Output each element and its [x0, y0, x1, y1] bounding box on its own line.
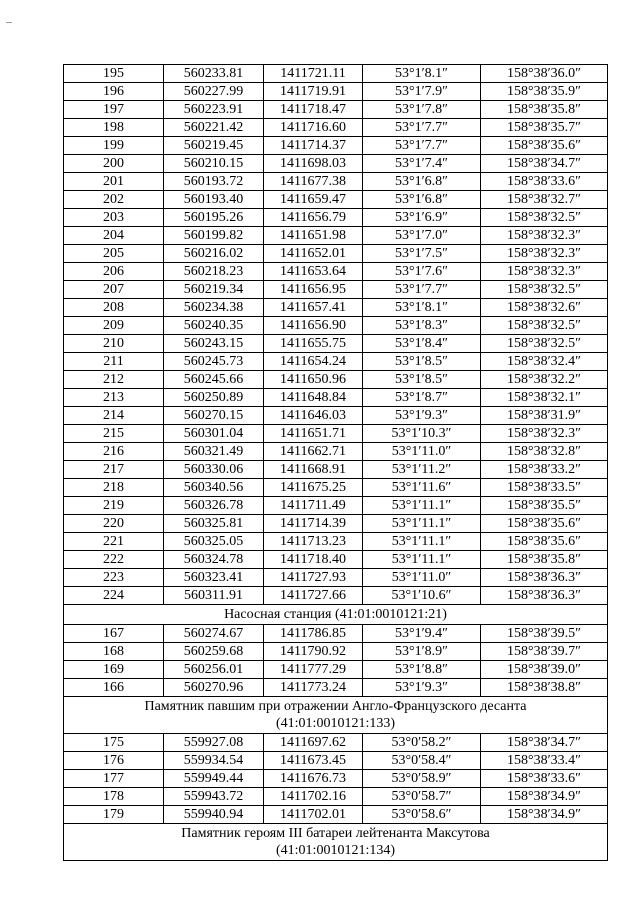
latitude-cell: 53°0′58.7″	[363, 788, 481, 806]
x-coordinate-cell: 560270.15	[164, 407, 264, 425]
point-number-cell: 199	[64, 137, 164, 155]
table-row	[64, 770, 608, 788]
table-row	[64, 317, 608, 335]
y-coordinate-cell: 1411659.47	[264, 191, 363, 209]
longitude-cell: 158°38′35.8″	[481, 101, 608, 119]
point-number-cell: 220	[64, 515, 164, 533]
longitude-cell: 158°38′34.7″	[481, 734, 608, 752]
longitude-cell: 158°38′34.9″	[481, 806, 608, 824]
longitude-cell: 158°38′32.4″	[481, 353, 608, 371]
table-row	[64, 407, 608, 425]
x-coordinate-cell: 560193.40	[164, 191, 264, 209]
table-row	[64, 389, 608, 407]
section-header	[64, 824, 608, 861]
x-coordinate-cell: 559934.54	[164, 752, 264, 770]
x-coordinate-cell: 560330.06	[164, 461, 264, 479]
y-coordinate-cell: 1411702.01	[264, 806, 363, 824]
y-coordinate-cell: 1411675.25	[264, 479, 363, 497]
point-number-cell: 209	[64, 317, 164, 335]
x-coordinate-cell: 560326.78	[164, 497, 264, 515]
y-coordinate-cell: 1411650.96	[264, 371, 363, 389]
x-coordinate-cell: 560233.81	[164, 65, 264, 83]
latitude-cell: 53°1′7.5″	[363, 245, 481, 263]
longitude-cell: 158°38′39.0″	[481, 661, 608, 679]
y-coordinate-cell: 1411676.73	[264, 770, 363, 788]
latitude-cell: 53°1′6.9″	[363, 209, 481, 227]
longitude-cell: 158°38′33.4″	[481, 752, 608, 770]
point-number-cell: 198	[64, 119, 164, 137]
x-coordinate-cell: 560325.05	[164, 533, 264, 551]
y-coordinate-cell: 1411657.41	[264, 299, 363, 317]
x-coordinate-cell: 560219.45	[164, 137, 264, 155]
y-coordinate-cell: 1411718.47	[264, 101, 363, 119]
latitude-cell: 53°1′7.4″	[363, 155, 481, 173]
longitude-cell: 158°38′33.6″	[481, 770, 608, 788]
x-coordinate-cell: 560243.15	[164, 335, 264, 353]
point-number-cell: 219	[64, 497, 164, 515]
point-number-cell: 205	[64, 245, 164, 263]
latitude-cell: 53°1′9.3″	[363, 407, 481, 425]
x-coordinate-cell: 559940.94	[164, 806, 264, 824]
latitude-cell: 53°1′8.8″	[363, 661, 481, 679]
point-number-cell: 200	[64, 155, 164, 173]
table-row	[64, 335, 608, 353]
latitude-cell: 53°1′8.5″	[363, 353, 481, 371]
y-coordinate-cell: 1411790.92	[264, 643, 363, 661]
latitude-cell: 53°1′11.1″	[363, 533, 481, 551]
x-coordinate-cell: 560240.35	[164, 317, 264, 335]
section-header-line: (41:01:0010121:134)	[276, 843, 395, 858]
latitude-cell: 53°1′11.1″	[363, 515, 481, 533]
latitude-cell: 53°1′10.3″	[363, 425, 481, 443]
longitude-cell: 158°38′32.5″	[481, 317, 608, 335]
section-header-line: (41:01:0010121:133)	[276, 716, 395, 731]
point-number-cell: 223	[64, 569, 164, 587]
section-header	[64, 605, 608, 625]
longitude-cell: 158°38′33.6″	[481, 173, 608, 191]
longitude-cell: 158°38′32.3″	[481, 245, 608, 263]
y-coordinate-cell: 1411662.71	[264, 443, 363, 461]
x-coordinate-cell: 560210.15	[164, 155, 264, 173]
longitude-cell: 158°38′35.6″	[481, 515, 608, 533]
latitude-cell: 53°1′11.1″	[363, 497, 481, 515]
table-row	[64, 101, 608, 119]
x-coordinate-cell: 560270.96	[164, 679, 264, 697]
section-header-row	[64, 605, 608, 625]
x-coordinate-cell: 560218.23	[164, 263, 264, 281]
point-number-cell: 218	[64, 479, 164, 497]
y-coordinate-cell: 1411648.84	[264, 389, 363, 407]
point-number-cell: 202	[64, 191, 164, 209]
point-number-cell: 215	[64, 425, 164, 443]
section-header-line: Насосная станция (41:01:0010121:21)	[224, 607, 447, 622]
y-coordinate-cell: 1411652.01	[264, 245, 363, 263]
table-row	[64, 625, 608, 643]
latitude-cell: 53°1′8.1″	[363, 299, 481, 317]
point-number-cell: 197	[64, 101, 164, 119]
latitude-cell: 53°1′11.6″	[363, 479, 481, 497]
y-coordinate-cell: 1411773.24	[264, 679, 363, 697]
point-number-cell: 222	[64, 551, 164, 569]
longitude-cell: 158°38′32.6″	[481, 299, 608, 317]
latitude-cell: 53°1′7.7″	[363, 281, 481, 299]
longitude-cell: 158°38′35.6″	[481, 137, 608, 155]
latitude-cell: 53°1′11.0″	[363, 443, 481, 461]
y-coordinate-cell: 1411656.79	[264, 209, 363, 227]
y-coordinate-cell: 1411698.03	[264, 155, 363, 173]
table-row	[64, 443, 608, 461]
longitude-cell: 158°38′32.2″	[481, 371, 608, 389]
y-coordinate-cell: 1411656.95	[264, 281, 363, 299]
x-coordinate-cell: 560259.68	[164, 643, 264, 661]
table-row	[64, 371, 608, 389]
point-number-cell: 196	[64, 83, 164, 101]
point-number-cell: 178	[64, 788, 164, 806]
longitude-cell: 158°38′33.2″	[481, 461, 608, 479]
latitude-cell: 53°1′8.5″	[363, 371, 481, 389]
longitude-cell: 158°38′35.6″	[481, 533, 608, 551]
y-coordinate-cell: 1411651.98	[264, 227, 363, 245]
y-coordinate-cell: 1411651.71	[264, 425, 363, 443]
y-coordinate-cell: 1411718.40	[264, 551, 363, 569]
y-coordinate-cell: 1411721.11	[264, 65, 363, 83]
coordinates-table-body	[64, 65, 608, 861]
x-coordinate-cell: 560195.26	[164, 209, 264, 227]
table-row	[64, 83, 608, 101]
y-coordinate-cell: 1411719.91	[264, 83, 363, 101]
table-row	[64, 551, 608, 569]
x-coordinate-cell: 560324.78	[164, 551, 264, 569]
longitude-cell: 158°38′35.8″	[481, 551, 608, 569]
point-number-cell: 213	[64, 389, 164, 407]
y-coordinate-cell: 1411656.90	[264, 317, 363, 335]
longitude-cell: 158°38′32.5″	[481, 335, 608, 353]
table-row	[64, 497, 608, 515]
table-row	[64, 209, 608, 227]
latitude-cell: 53°1′11.2″	[363, 461, 481, 479]
latitude-cell: 53°1′7.9″	[363, 83, 481, 101]
latitude-cell: 53°1′8.9″	[363, 643, 481, 661]
latitude-cell: 53°0′58.6″	[363, 806, 481, 824]
longitude-cell: 158°38′34.7″	[481, 155, 608, 173]
longitude-cell: 158°38′32.5″	[481, 209, 608, 227]
latitude-cell: 53°1′7.6″	[363, 263, 481, 281]
y-coordinate-cell: 1411646.03	[264, 407, 363, 425]
x-coordinate-cell: 560340.56	[164, 479, 264, 497]
longitude-cell: 158°38′32.3″	[481, 263, 608, 281]
point-number-cell: 169	[64, 661, 164, 679]
x-coordinate-cell: 560245.73	[164, 353, 264, 371]
table-row	[64, 643, 608, 661]
x-coordinate-cell: 560311.91	[164, 587, 264, 605]
latitude-cell: 53°1′7.8″	[363, 101, 481, 119]
y-coordinate-cell: 1411655.75	[264, 335, 363, 353]
longitude-cell: 158°38′36.3″	[481, 569, 608, 587]
x-coordinate-cell: 560223.91	[164, 101, 264, 119]
y-coordinate-cell: 1411716.60	[264, 119, 363, 137]
y-coordinate-cell: 1411711.49	[264, 497, 363, 515]
latitude-cell: 53°1′7.7″	[363, 119, 481, 137]
point-number-cell: 176	[64, 752, 164, 770]
table-row	[64, 227, 608, 245]
section-header	[64, 697, 608, 734]
y-coordinate-cell: 1411668.91	[264, 461, 363, 479]
point-number-cell: 204	[64, 227, 164, 245]
latitude-cell: 53°1′6.8″	[363, 173, 481, 191]
longitude-cell: 158°38′38.8″	[481, 679, 608, 697]
table-row	[64, 119, 608, 137]
longitude-cell: 158°38′32.5″	[481, 281, 608, 299]
table-row	[64, 191, 608, 209]
latitude-cell: 53°1′8.3″	[363, 317, 481, 335]
table-row	[64, 461, 608, 479]
latitude-cell: 53°1′8.4″	[363, 335, 481, 353]
x-coordinate-cell: 560325.81	[164, 515, 264, 533]
table-row	[64, 679, 608, 697]
longitude-cell: 158°38′32.3″	[481, 425, 608, 443]
latitude-cell: 53°1′11.0″	[363, 569, 481, 587]
point-number-cell: 195	[64, 65, 164, 83]
latitude-cell: 53°1′8.1″	[363, 65, 481, 83]
x-coordinate-cell: 560245.66	[164, 371, 264, 389]
y-coordinate-cell: 1411653.64	[264, 263, 363, 281]
point-number-cell: 216	[64, 443, 164, 461]
table-row	[64, 734, 608, 752]
latitude-cell: 53°1′9.4″	[363, 625, 481, 643]
point-number-cell: 211	[64, 353, 164, 371]
table-row	[64, 533, 608, 551]
table-row	[64, 661, 608, 679]
x-coordinate-cell: 559949.44	[164, 770, 264, 788]
scan-mark	[6, 22, 12, 23]
y-coordinate-cell: 1411777.29	[264, 661, 363, 679]
latitude-cell: 53°1′8.7″	[363, 389, 481, 407]
latitude-cell: 53°1′9.3″	[363, 679, 481, 697]
longitude-cell: 158°38′39.7″	[481, 643, 608, 661]
point-number-cell: 210	[64, 335, 164, 353]
x-coordinate-cell: 560216.02	[164, 245, 264, 263]
section-header-row	[64, 824, 608, 861]
table-row	[64, 173, 608, 191]
y-coordinate-cell: 1411727.93	[264, 569, 363, 587]
point-number-cell: 214	[64, 407, 164, 425]
longitude-cell: 158°38′39.5″	[481, 625, 608, 643]
table-row	[64, 515, 608, 533]
x-coordinate-cell: 560227.99	[164, 83, 264, 101]
table-row	[64, 587, 608, 605]
table-row	[64, 263, 608, 281]
point-number-cell: 179	[64, 806, 164, 824]
point-number-cell: 221	[64, 533, 164, 551]
point-number-cell: 208	[64, 299, 164, 317]
y-coordinate-cell: 1411673.45	[264, 752, 363, 770]
point-number-cell: 206	[64, 263, 164, 281]
x-coordinate-cell: 560274.67	[164, 625, 264, 643]
longitude-cell: 158°38′31.9″	[481, 407, 608, 425]
x-coordinate-cell: 560321.49	[164, 443, 264, 461]
longitude-cell: 158°38′34.9″	[481, 788, 608, 806]
table-row	[64, 752, 608, 770]
point-number-cell: 167	[64, 625, 164, 643]
point-number-cell: 177	[64, 770, 164, 788]
x-coordinate-cell: 559927.08	[164, 734, 264, 752]
table-row	[64, 479, 608, 497]
longitude-cell: 158°38′35.9″	[481, 83, 608, 101]
x-coordinate-cell: 560301.04	[164, 425, 264, 443]
latitude-cell: 53°1′11.1″	[363, 551, 481, 569]
x-coordinate-cell: 560250.89	[164, 389, 264, 407]
table-row	[64, 137, 608, 155]
table-row	[64, 155, 608, 173]
table-row	[64, 65, 608, 83]
point-number-cell: 212	[64, 371, 164, 389]
y-coordinate-cell: 1411713.23	[264, 533, 363, 551]
table-row	[64, 299, 608, 317]
longitude-cell: 158°38′35.7″	[481, 119, 608, 137]
x-coordinate-cell: 560256.01	[164, 661, 264, 679]
table-row	[64, 569, 608, 587]
longitude-cell: 158°38′32.8″	[481, 443, 608, 461]
longitude-cell: 158°38′36.0″	[481, 65, 608, 83]
table-row	[64, 353, 608, 371]
latitude-cell: 53°1′7.0″	[363, 227, 481, 245]
x-coordinate-cell: 560219.34	[164, 281, 264, 299]
y-coordinate-cell: 1411786.85	[264, 625, 363, 643]
section-header-line: Памятник героям III батареи лейтенанта Максутова	[181, 826, 490, 841]
y-coordinate-cell: 1411654.24	[264, 353, 363, 371]
longitude-cell: 158°38′32.3″	[481, 227, 608, 245]
table-row	[64, 425, 608, 443]
x-coordinate-cell: 560234.38	[164, 299, 264, 317]
longitude-cell: 158°38′33.5″	[481, 479, 608, 497]
x-coordinate-cell: 560221.42	[164, 119, 264, 137]
point-number-cell: 166	[64, 679, 164, 697]
y-coordinate-cell: 1411727.66	[264, 587, 363, 605]
point-number-cell: 207	[64, 281, 164, 299]
latitude-cell: 53°0′58.2″	[363, 734, 481, 752]
table-row	[64, 788, 608, 806]
point-number-cell: 203	[64, 209, 164, 227]
latitude-cell: 53°1′7.7″	[363, 137, 481, 155]
latitude-cell: 53°0′58.9″	[363, 770, 481, 788]
y-coordinate-cell: 1411714.39	[264, 515, 363, 533]
longitude-cell: 158°38′35.5″	[481, 497, 608, 515]
x-coordinate-cell: 560193.72	[164, 173, 264, 191]
latitude-cell: 53°1′6.8″	[363, 191, 481, 209]
latitude-cell: 53°1′10.6″	[363, 587, 481, 605]
section-header-row	[64, 697, 608, 734]
x-coordinate-cell: 560199.82	[164, 227, 264, 245]
longitude-cell: 158°38′36.3″	[481, 587, 608, 605]
coordinates-table	[63, 64, 608, 861]
point-number-cell: 168	[64, 643, 164, 661]
x-coordinate-cell: 559943.72	[164, 788, 264, 806]
point-number-cell: 175	[64, 734, 164, 752]
longitude-cell: 158°38′32.1″	[481, 389, 608, 407]
point-number-cell: 217	[64, 461, 164, 479]
point-number-cell: 201	[64, 173, 164, 191]
table-row	[64, 806, 608, 824]
y-coordinate-cell: 1411702.16	[264, 788, 363, 806]
y-coordinate-cell: 1411677.38	[264, 173, 363, 191]
table-row	[64, 245, 608, 263]
y-coordinate-cell: 1411714.37	[264, 137, 363, 155]
y-coordinate-cell: 1411697.62	[264, 734, 363, 752]
section-header-line: Памятник павшим при отражении Англо-Французского десанта	[144, 699, 527, 714]
longitude-cell: 158°38′32.7″	[481, 191, 608, 209]
point-number-cell: 224	[64, 587, 164, 605]
latitude-cell: 53°0′58.4″	[363, 752, 481, 770]
x-coordinate-cell: 560323.41	[164, 569, 264, 587]
table-row	[64, 281, 608, 299]
